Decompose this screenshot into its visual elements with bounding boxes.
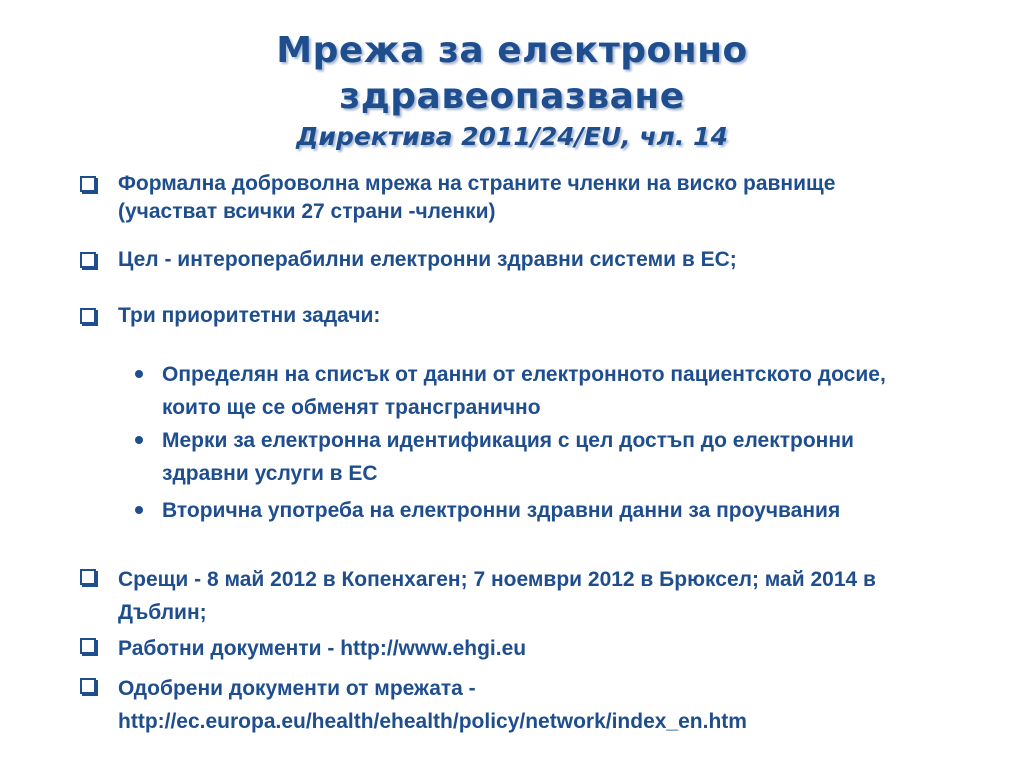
round-bullet-icon [135, 506, 143, 514]
sub-bullet-text: Мерки за електронна идентификация с цел достъп до електронни здравни услуги в ЕС [162, 429, 854, 485]
bullet-text: Работни документи - http://www.ehgi.eu [118, 637, 527, 660]
bullet-item [118, 302, 918, 330]
square-bullet-icon [80, 678, 96, 694]
sub-bullet-item [162, 494, 922, 527]
slide-subtitle: Директива 2011/24/EU, чл. 14 [296, 122, 728, 151]
bullet-item [118, 672, 918, 738]
bullet-item [118, 632, 918, 665]
round-bullet-icon [135, 370, 143, 378]
bullet-item [118, 170, 918, 226]
bullet-text: Одобрени документи от мрежата - http://ec.europa.eu/health/ehealth/policy/network/index_en.htm [118, 677, 747, 733]
bullet-text: Формална доброволна мрежа на страните членки на виско равнище (участват всички 27 страни -членки) [118, 172, 836, 223]
bullet-text: Цел - интероперабилни електронни здравни системи в ЕС; [118, 248, 737, 271]
bullet-item [118, 246, 918, 274]
bullet-text: Три приоритетни задачи: [118, 304, 381, 327]
square-bullet-icon [80, 252, 96, 268]
sub-bullet-text: Вторична употреба на електронни здравни данни за проучвания [162, 499, 841, 522]
square-bullet-icon [80, 569, 96, 585]
square-bullet-icon [80, 308, 96, 324]
sub-bullet-item [162, 424, 922, 490]
square-bullet-icon [80, 638, 96, 654]
bullet-text: Срещи - 8 май 2012 в Копенхаген; 7 ноември 2012 в Брюксел; май 2014 в Дъблин; [118, 568, 876, 624]
square-bullet-icon [80, 176, 96, 192]
sub-bullet-item [162, 358, 922, 424]
bullet-item [118, 563, 918, 629]
slide-title-line-2: здравеопазване [339, 76, 685, 117]
round-bullet-icon [135, 436, 143, 444]
slide-title-line-1: Мрежа за електронно [276, 30, 748, 71]
sub-bullet-text: Определян на списък от данни от електронното пациентското досие, които ще се обменят трансгранично [162, 363, 886, 419]
